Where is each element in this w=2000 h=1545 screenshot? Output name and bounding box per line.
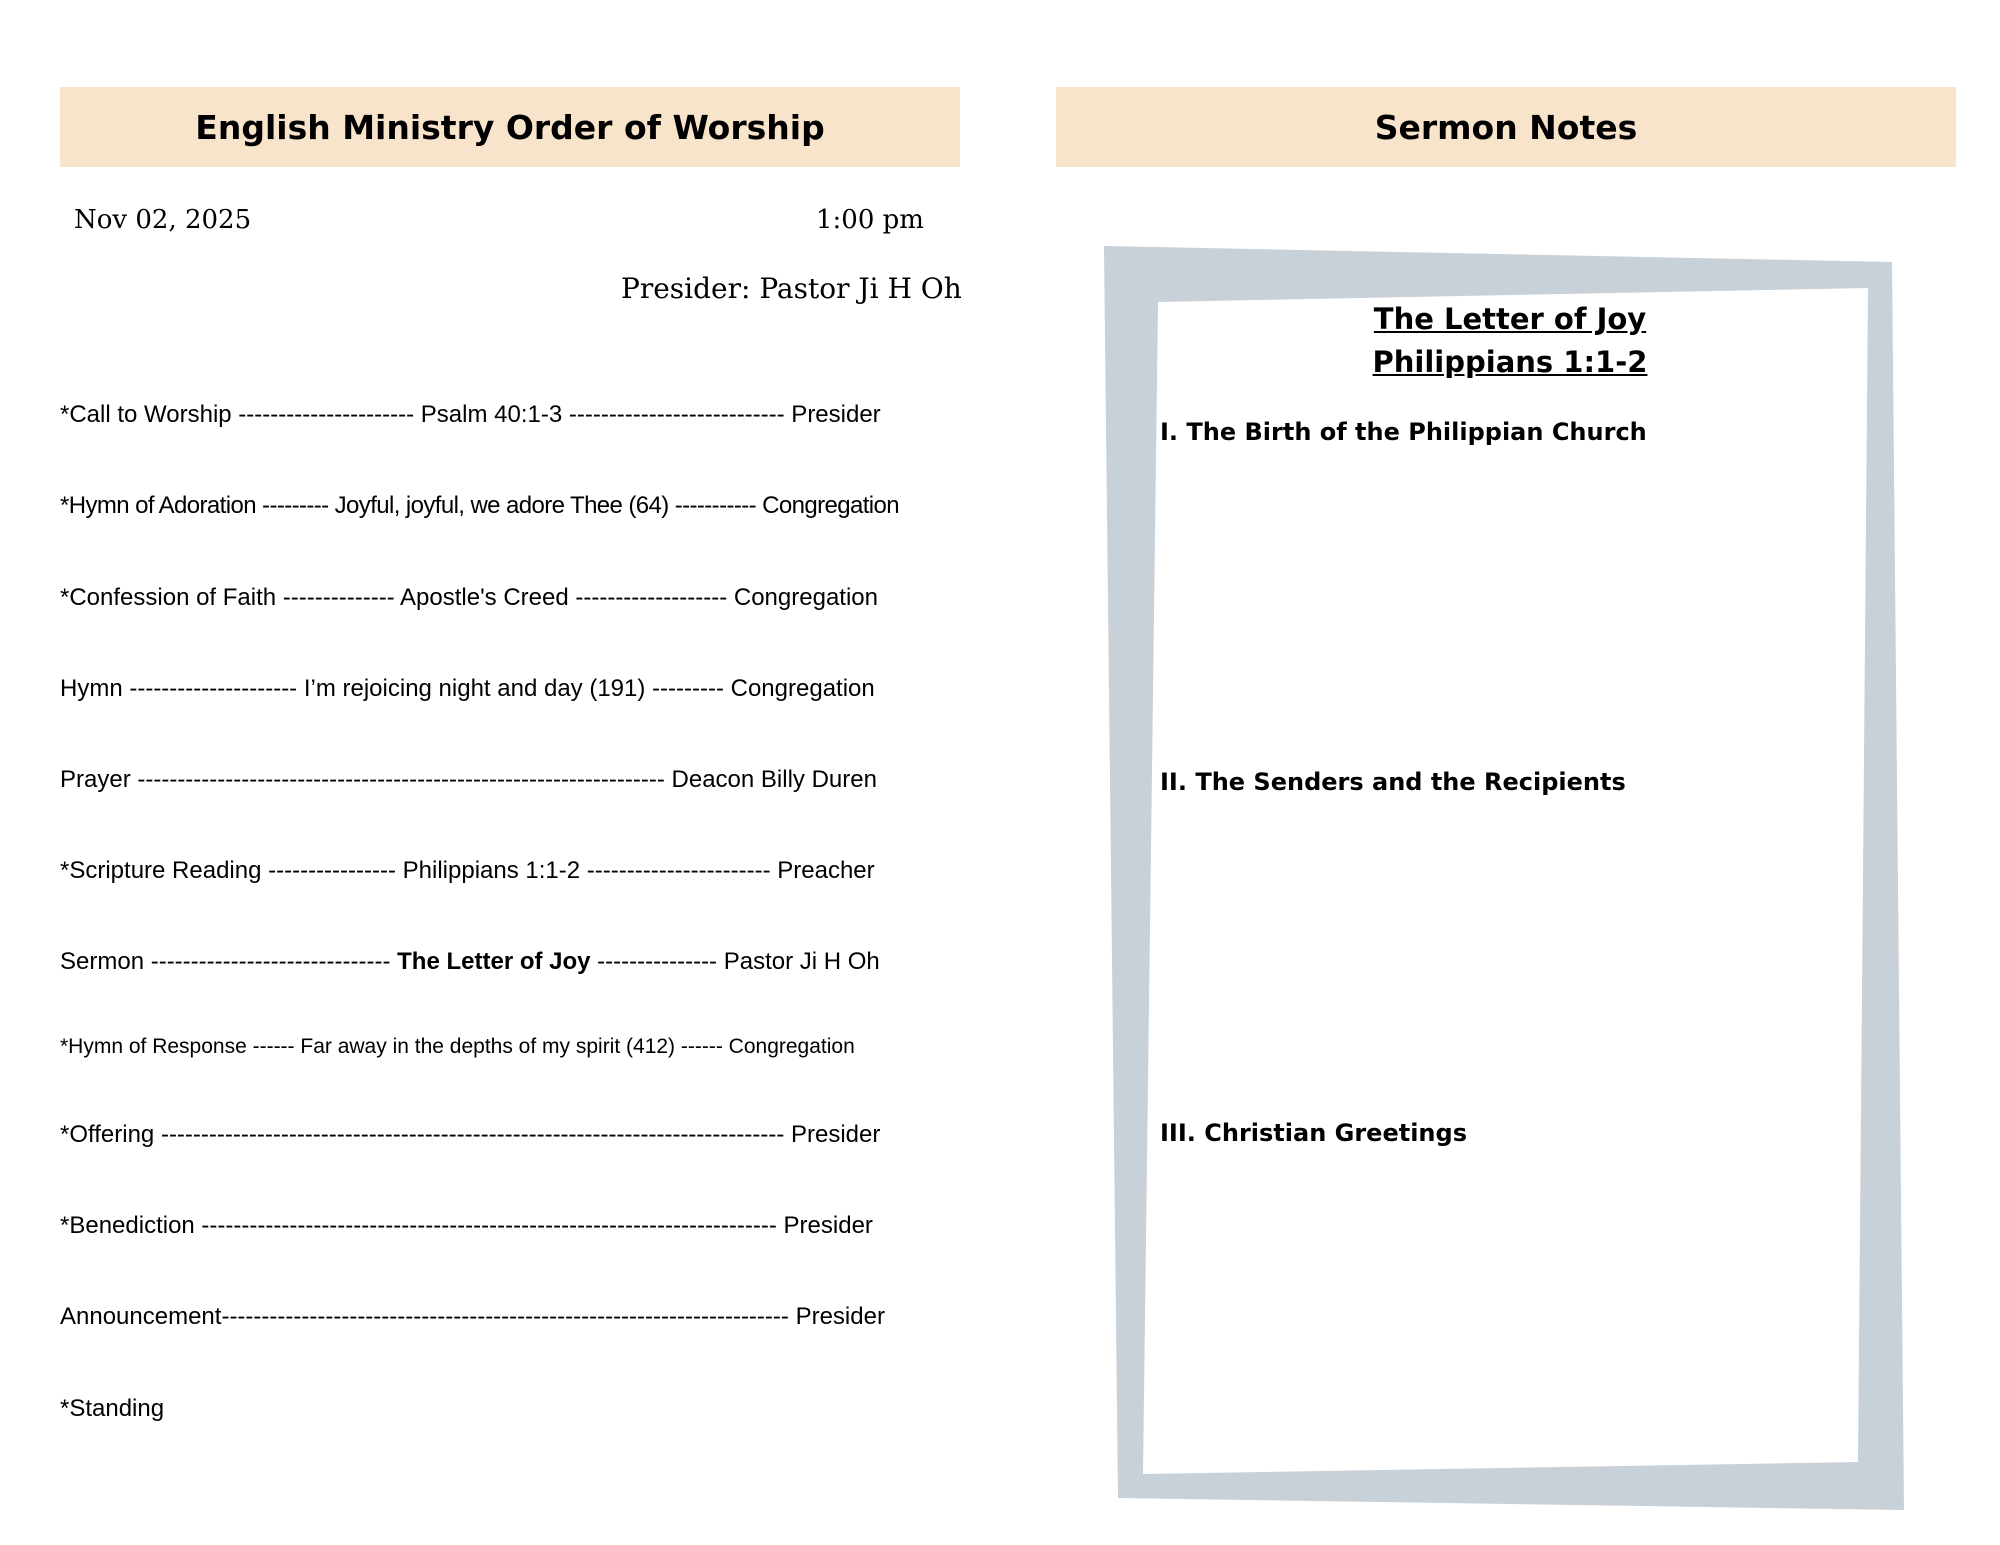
notes-sermon-title: The Letter of Joy xyxy=(1373,302,1647,336)
presider-line: Presider: Pastor Ji H Oh xyxy=(621,272,962,305)
worship-item-announcement: Announcement----------------------------------------------------------------------- Presider xyxy=(60,1303,885,1330)
sermon-point-1: I. The Birth of the Philippian Church xyxy=(1160,418,1647,446)
sermon-title-inline: The Letter of Joy xyxy=(397,948,591,975)
worship-item-hymn: Hymn --------------------- I’m rejoicing night and day (191) --------- Congregation xyxy=(60,675,875,702)
worship-item-call-to-worship: *Call to Worship ---------------------- Psalm 40:1-3 --------------------------- Presider xyxy=(60,401,881,428)
sermon-notes-title: Sermon Notes xyxy=(1374,107,1638,147)
sermon-point-3: III. Christian Greetings xyxy=(1160,1119,1467,1147)
worship-item-offering: *Offering ------------------------------------------------------------------------------ Presider xyxy=(60,1121,881,1148)
sermon-point-2: II. The Senders and the Recipients xyxy=(1160,768,1626,796)
worship-item-benediction: *Benediction ------------------------------------------------------------------------ Presider xyxy=(60,1212,873,1239)
standing-note: *Standing xyxy=(60,1395,165,1422)
service-date: Nov 02, 2025 xyxy=(74,205,252,235)
worship-item-hymn-of-adoration: *Hymn of Adoration --------- Joyful, joyful, we adore Thee (64) ----------- Congregation xyxy=(60,492,900,519)
notes-scripture-reference: Philippians 1:1-2 xyxy=(1372,345,1648,379)
worship-item-confession-of-faith: *Confession of Faith -------------- Apostle's Creed ------------------- Congregation xyxy=(60,584,878,611)
service-time: 1:00 pm xyxy=(816,205,924,235)
order-of-worship-title: English Ministry Order of Worship xyxy=(195,107,825,147)
worship-item-sermon: Sermon ------------------------------ The Letter of Joy --------------- Pastor Ji H Oh xyxy=(60,948,880,975)
worship-item-hymn-of-response: *Hymn of Response ------ Far away in the depths of my spirit (412) ------ Congregation xyxy=(60,1035,855,1058)
worship-item-prayer: Prayer ------------------------------------------------------------------ Deacon Billy Duren xyxy=(60,766,877,793)
worship-item-scripture-reading: *Scripture Reading ---------------- Philippians 1:1-2 ----------------------- Preacher xyxy=(60,857,875,884)
